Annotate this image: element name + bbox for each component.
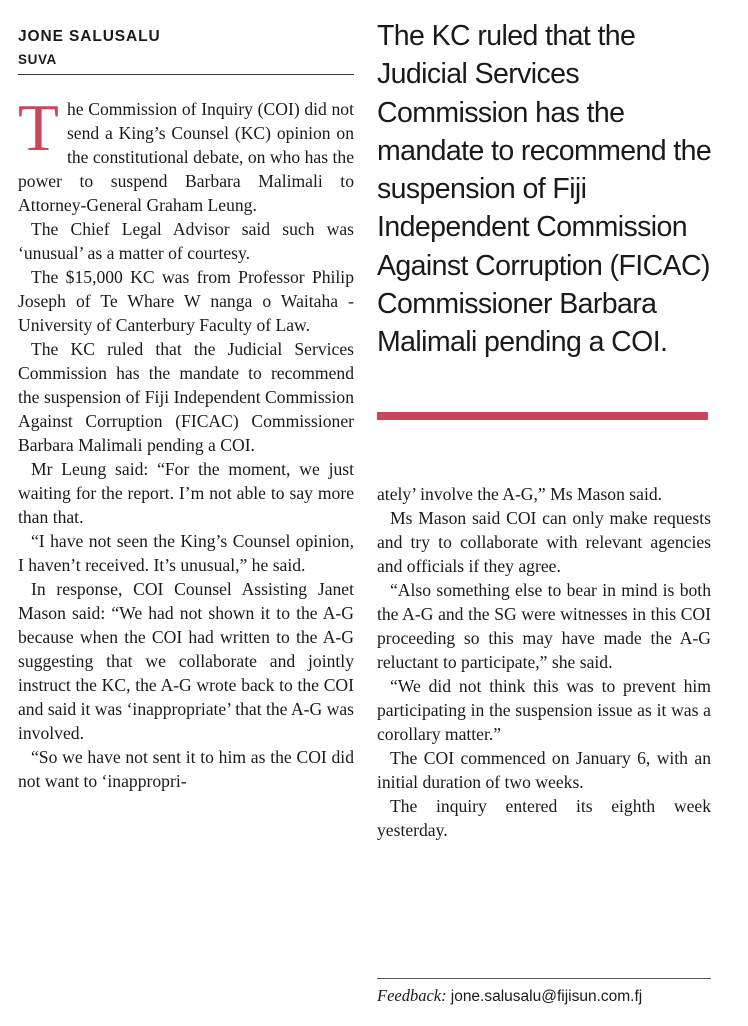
article-paragraph: The COI commenced on January 6, with an initial duration of two weeks. [377,748,711,792]
article-paragraph: The $15,000 KC was from Professor Philip Joseph of Te Whare W nanga o Waitaha - University of Canterbury Faculty of Law. [18,267,354,335]
article-paragraph: “We did not think this was to prevent him participating in the suspension issue as it was a corollary matter.” [377,676,711,744]
article-paragraph: In response, COI Counsel Assisting Janet Mason said: “We had not shown it to the A-G because when the COI had written to the A-G suggesting that we collaborate and jointly instruct the KC, the A-G wrote back to the COI and said it was ‘inappropriate’ that the A-G was involved. [18,579,354,743]
article-paragraph: ately’ involve the A-G,” Ms Mason said. [377,484,663,504]
byline [18,27,354,75]
byline-rule [18,74,354,75]
lead-text: he Commission of Inquiry (COI) did not send a King’s Counsel (KC) opinion on the constitutional debate, on who has the power to suspend Barbara Malimali to Attorney-General Graham Leung. [18,99,354,215]
article-column-1 [18,91,354,793]
article-paragraph: The inquiry entered its eighth week yesterday. [377,796,711,840]
article-paragraph: “Also something else to bear in mind is both the A-G and the SG were witnesses in this COI proceeding so this may have made the A-G reluctant to participate,” she said. [377,580,711,672]
article-paragraph: Ms Mason said COI can only make requests and try to collaborate with relevant agencies and officials if they agree. [377,508,711,576]
article-paragraph: Mr Leung said: “For the moment, we just waiting for the report. I’m not able to say more than that. [18,459,354,527]
article-paragraph: “I have not seen the King’s Counsel opinion, I haven’t received. It’s unusual,” he said. [18,531,354,575]
article-paragraph: The KC ruled that the Judicial Services Commission has the mandate to recommend the suspension of Fiji Independent Commission Against Corruption (FICAC) Commissioner Barbara Malimali pending a COI. [18,339,354,455]
feedback-rule [377,978,711,979]
pull-quote-rule [377,412,708,420]
dateline-location: SUVA [18,52,57,67]
drop-cap: T [18,91,59,165]
author-name: JONE SALUSALU [18,28,161,45]
feedback-line [377,985,717,1008]
feedback-email-link[interactable]: jone.salusalu@fijisun.com.fj [450,988,643,1005]
pull-quote: The KC ruled that the Judicial Services Commission has the mandate to recommend the suspension of Fiji Independent Commission Against Corruption (FICAC) Commissioner Barbara Malimali pending a COI. [377,20,712,359]
lead-paragraph [18,91,354,217]
feedback-label: Feedback: [377,986,447,1005]
article-paragraph: The Chief Legal Advisor said such was ‘unusual’ as a matter of courtesy. [18,219,354,263]
article-column-2 [377,482,711,842]
article-paragraph: “So we have not sent it to him as the COI did not want to ‘inappropri- [18,747,354,791]
